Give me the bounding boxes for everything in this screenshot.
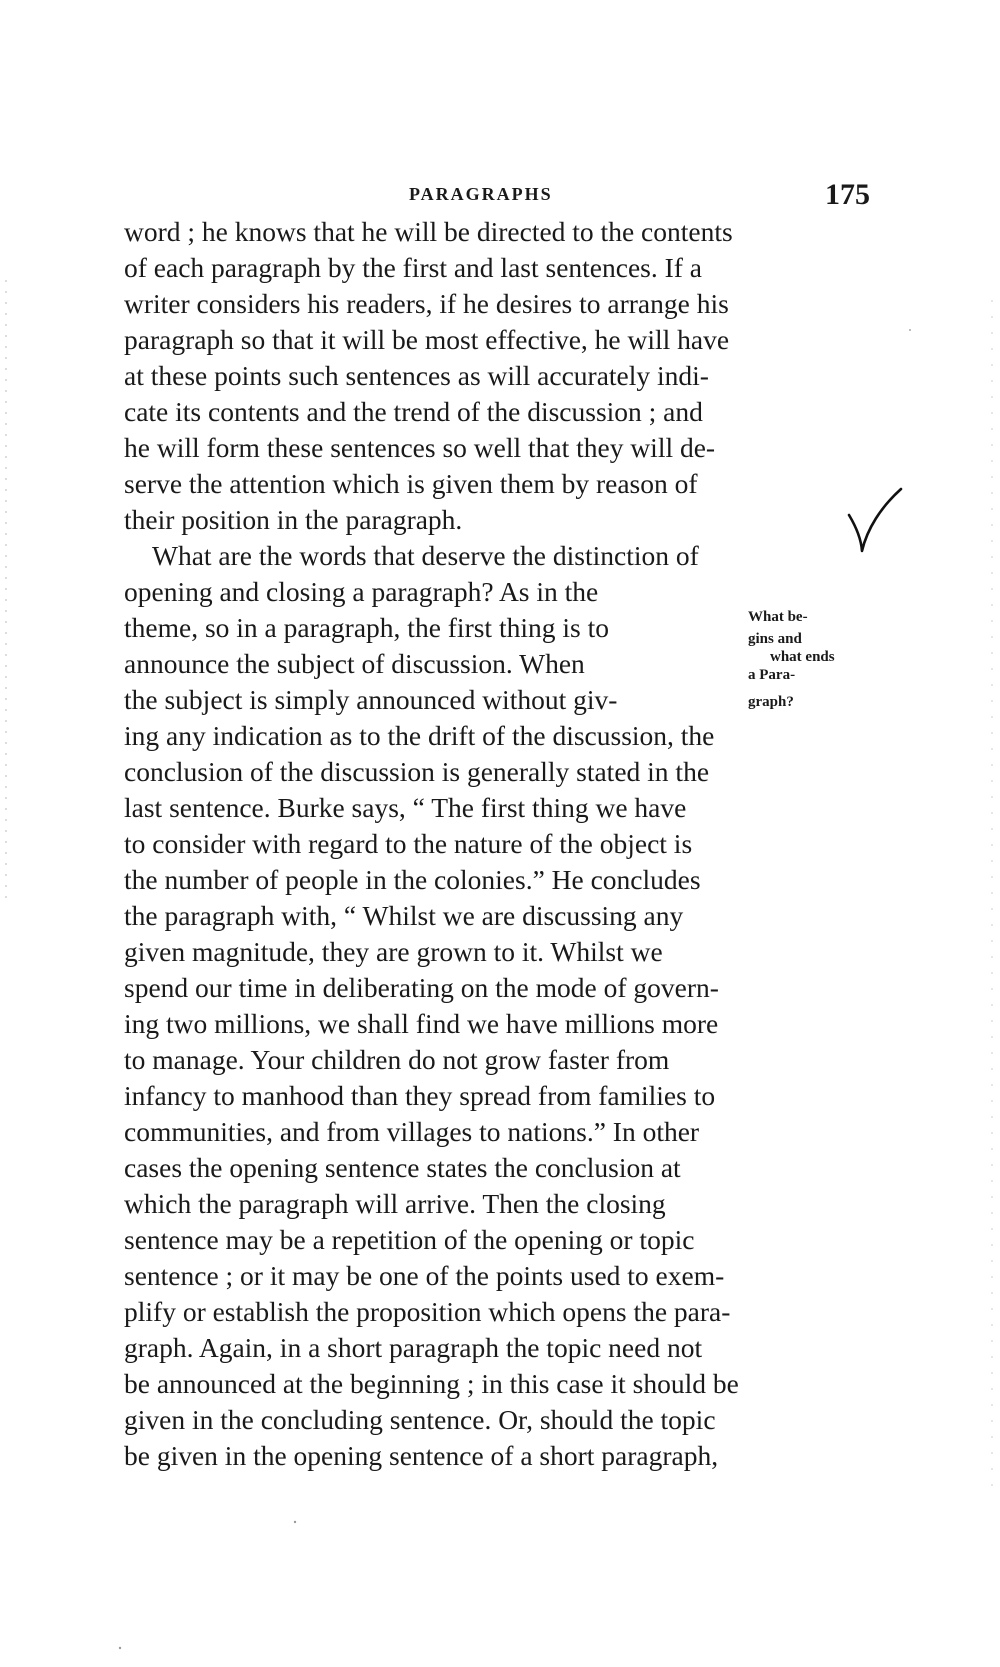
text-line: of each paragraph by the first and last sentences. If a bbox=[124, 252, 703, 283]
text-line: their position in the paragraph. bbox=[124, 504, 463, 535]
running-title: PARAGRAPHS bbox=[409, 184, 553, 204]
text-line: spend our time in deliberating on the mode of govern- bbox=[124, 972, 719, 1003]
text-line: word ; he knows that he will be directed to the contents bbox=[124, 216, 733, 247]
text-line: be announced at the beginning ; in this case it should be bbox=[124, 1368, 739, 1399]
text-line: writer considers his readers, if he desires to arrange his bbox=[124, 288, 729, 319]
text-line: What are the words that deserve the distinction of bbox=[152, 540, 699, 571]
text-line: serve the attention which is given them by reason of bbox=[124, 468, 698, 499]
text-line: last sentence. Burke says, “ The first thing we have bbox=[124, 792, 687, 823]
text-line: given magnitude, they are grown to it. Whilst we bbox=[124, 936, 663, 967]
text-line: opening and closing a paragraph? As in the bbox=[124, 576, 599, 607]
text-line: plify or establish the proposition which opens the para- bbox=[124, 1296, 731, 1327]
text-line: cases the opening sentence states the conclusion at bbox=[124, 1152, 681, 1183]
text-line: ing any indication as to the drift of the discussion, the bbox=[124, 720, 715, 751]
text-line: he will form these sentences so well that they will de- bbox=[124, 432, 716, 463]
text-line: cate its contents and the trend of the discussion ; and bbox=[124, 396, 703, 427]
text-line: the paragraph with, “ Whilst we are discussing any bbox=[124, 900, 684, 931]
text-line: the number of people in the colonies.” He concludes bbox=[124, 864, 701, 895]
sidenote-line: a Para- bbox=[748, 667, 796, 683]
text-line: sentence may be a repetition of the opening or topic bbox=[124, 1224, 695, 1255]
text-line: paragraph so that it will be most effective, he will have bbox=[124, 324, 730, 355]
text-line: communities, and from villages to nations.” In other bbox=[124, 1116, 700, 1147]
text-line: ing two millions, we shall find we have millions more bbox=[124, 1008, 719, 1039]
sidenote-line: What be- bbox=[748, 609, 808, 625]
text-line: which the paragraph will arrive. Then the closing bbox=[124, 1188, 666, 1219]
text-line: at these points such sentences as will accurately indi- bbox=[124, 360, 709, 391]
text-line: conclusion of the discussion is generally stated in the bbox=[124, 756, 710, 787]
text-line: theme, so in a paragraph, the first thing is to bbox=[124, 612, 609, 643]
text-line: given in the concluding sentence. Or, should the topic bbox=[124, 1404, 716, 1435]
sidenote-line: gins and bbox=[748, 631, 802, 647]
text-line: infancy to manhood than they spread from families to bbox=[124, 1080, 716, 1111]
text-line: to consider with regard to the nature of the object is bbox=[124, 828, 693, 859]
text-line: graph. Again, in a short paragraph the topic need not bbox=[124, 1332, 703, 1363]
text-line: be given in the opening sentence of a short paragraph, bbox=[124, 1440, 719, 1471]
sidenote-line: what ends bbox=[770, 649, 835, 665]
text-line: announce the subject of discussion. When bbox=[124, 648, 585, 679]
sidenote-line: graph? bbox=[748, 694, 794, 710]
text-line: the subject is simply announced without giv- bbox=[124, 684, 618, 715]
text-line: sentence ; or it may be one of the points used to exem- bbox=[124, 1260, 725, 1291]
text-line: to manage. Your children do not grow faster from bbox=[124, 1044, 670, 1075]
page-number: 175 bbox=[825, 178, 870, 211]
